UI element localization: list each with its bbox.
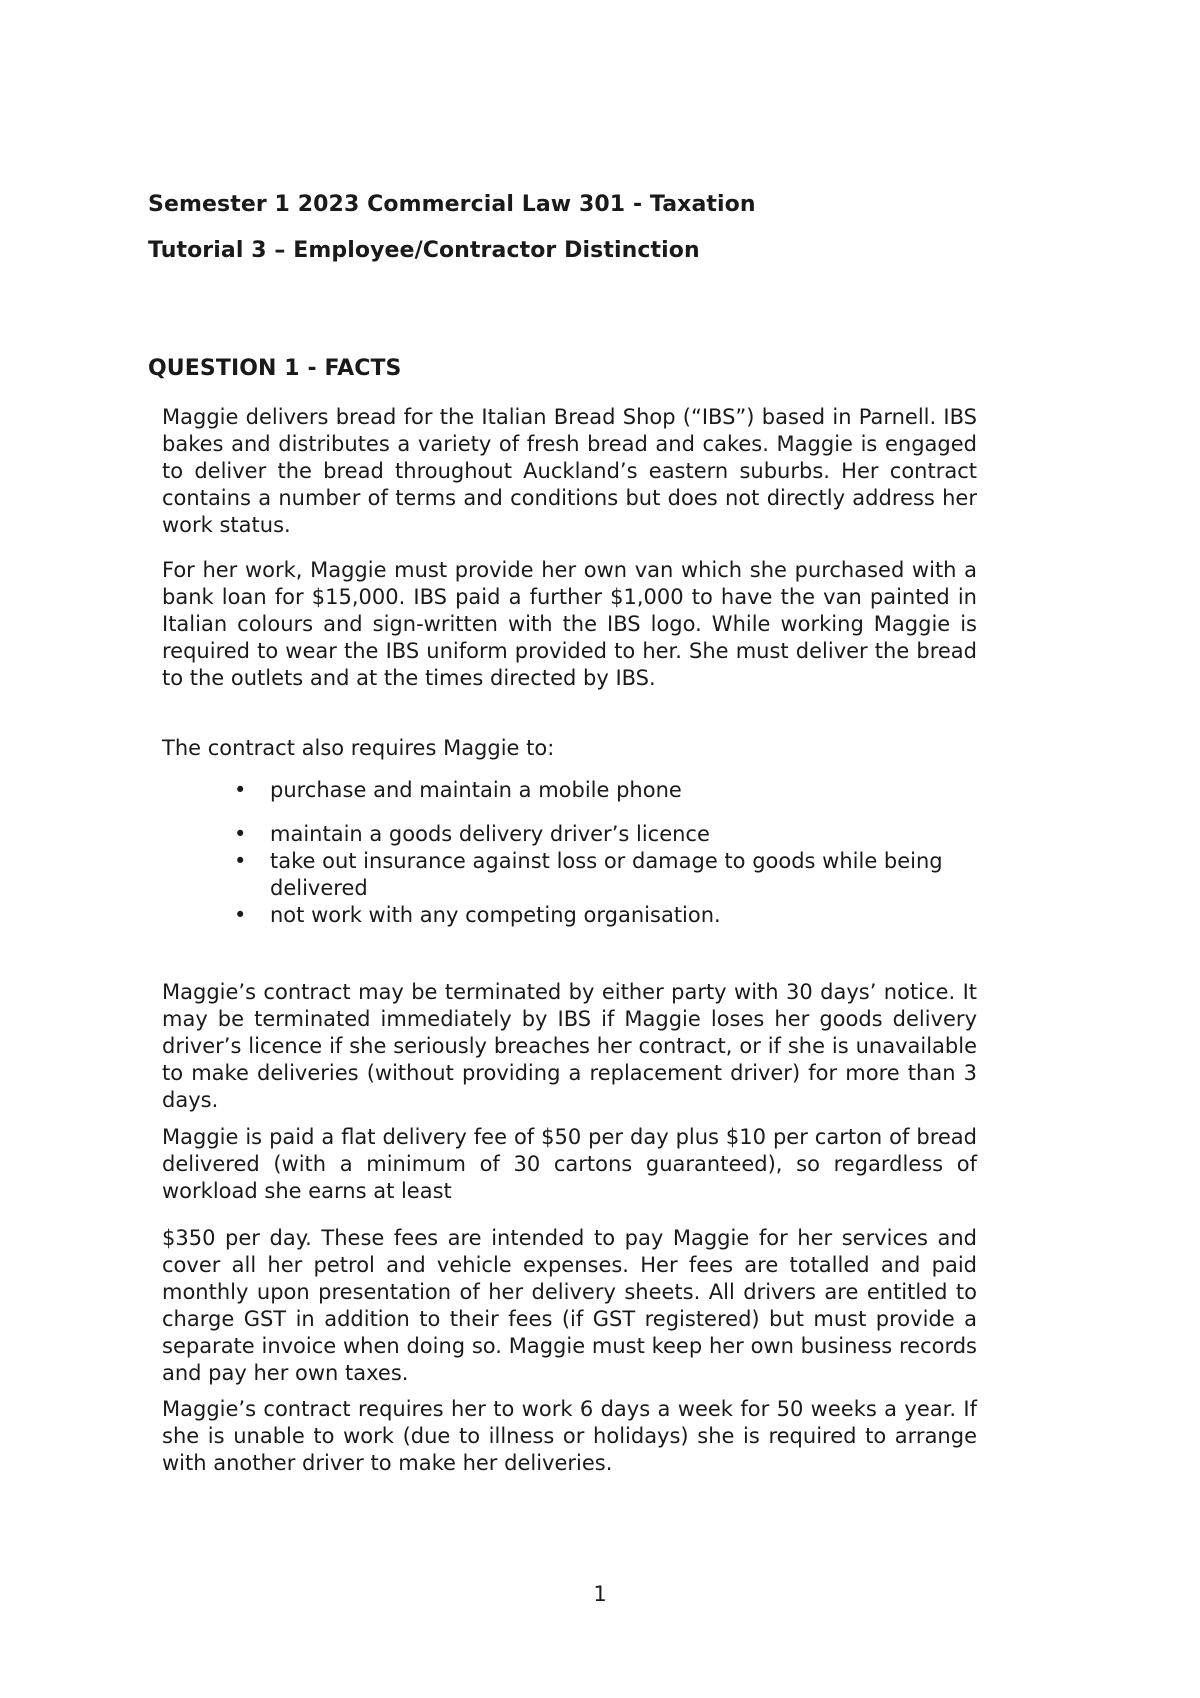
document-title: Semester 1 2023 Commercial Law 301 - Taxation xyxy=(148,192,756,217)
document-subtitle: Tutorial 3 – Employee/Contractor Distinction xyxy=(148,238,700,263)
paragraph-payment xyxy=(162,1124,977,1205)
list-item: • not work with any competing organisation. xyxy=(230,902,990,929)
paragraph-text: Maggie’s contract may be terminated by either party with 30 days’ notice. It may be terminated immediately by IBS if Maggie loses her goods delivery driver’s licence if she seriously breaches her contract, or if she is unavailable to make deliveries (without providing a replacement driver) for more than 3 days. xyxy=(162,980,977,1112)
list-item: • maintain a goods delivery driver’s licence xyxy=(230,821,990,848)
paragraph-fees xyxy=(162,1225,977,1387)
paragraph-text: For her work, Maggie must provide her own van which she purchased with a bank loan for $15,000. IBS paid a further $1,000 to have the van painted in Italian colours and sign-written with the IBS logo. While working Maggie is required to wear the IBS uniform provided to her. She must deliver the bread to the outlets and at the times directed by IBS. xyxy=(162,558,977,690)
paragraph-requirements-intro xyxy=(162,735,977,762)
paragraph-text: Maggie is paid a flat delivery fee of $50 per day plus $10 per carton of bread delivered (with a minimum of 30 cartons guaranteed), so regardless of workload she earns at least xyxy=(162,1125,977,1203)
paragraph-text: $350 per day. These fees are intended to pay Maggie for her services and cover all her petrol and vehicle expenses. Her fees are totalled and paid monthly upon presentation of her delivery sheets. All drivers are entitled to charge GST in addition to their fees (if GST registered) but must provide a separate invoice when doing so. Maggie must keep her own business records and pay her own taxes. xyxy=(162,1226,977,1385)
paragraph-van xyxy=(162,557,977,692)
list-item: • purchase and maintain a mobile phone xyxy=(230,777,990,804)
paragraph-text: The contract also requires Maggie to: xyxy=(162,736,555,760)
paragraph-schedule xyxy=(162,1396,977,1477)
paragraph-text: Maggie delivers bread for the Italian Bread Shop (“IBS”) based in Parnell. IBS bakes and distributes a variety of fresh bread and cakes. Maggie is engaged to deliver the bread throughout Auckland’s eastern suburbs. Her contract contains a number of terms and conditions but does not directly address her work status. xyxy=(162,405,977,537)
list-item: • take out insurance against loss or damage to goods while being delivered xyxy=(230,848,990,902)
paragraph-termination xyxy=(162,979,977,1114)
page-number: 1 xyxy=(593,1582,607,1606)
requirements-list xyxy=(230,777,990,929)
paragraph-intro xyxy=(162,404,977,539)
paragraph-text: Maggie’s contract requires her to work 6 days a week for 50 weeks a year. If she is unable to work (due to illness or holidays) she is required to arrange with another driver to make her deliveries. xyxy=(162,1397,977,1475)
section-heading: QUESTION 1 - FACTS xyxy=(148,356,402,381)
